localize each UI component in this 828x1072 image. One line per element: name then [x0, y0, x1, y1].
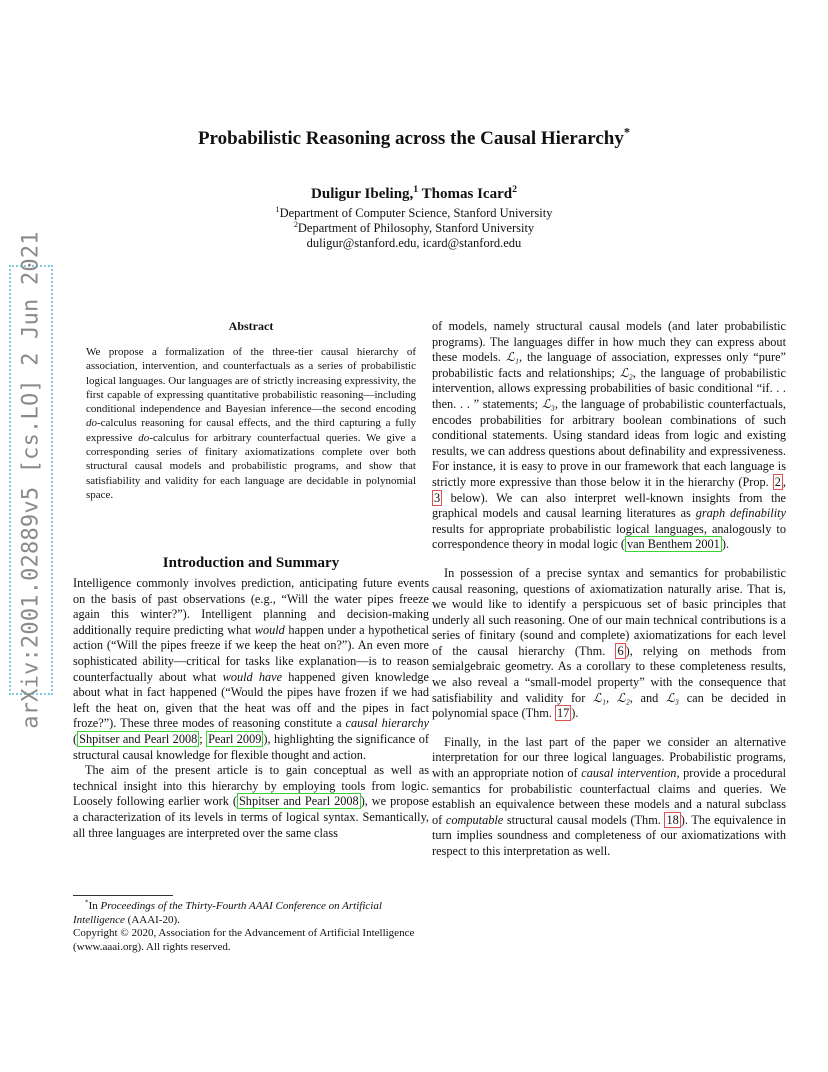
author-line — [0, 186, 828, 203]
abstract-do-1: do — [86, 417, 97, 430]
author-2-affil-mark: 2 — [512, 184, 517, 195]
author-1-affil-mark: 1 — [413, 184, 419, 195]
footnote-rule — [73, 895, 173, 896]
copyright-notice: Copyright © 2020, Association for the Advancement of Artificial Intelligence (www.aaai.org). All rights reserved. — [73, 927, 415, 953]
arxiv-stamp[interactable] — [9, 231, 53, 729]
title-text: Probabilistic Reasoning across the Causal Hierarchy — [197, 128, 624, 149]
citation-link[interactable]: Shpitser and Pearl 2008 — [79, 731, 198, 746]
affiliation-2-text: Department of Philosophy, Stanford University — [297, 221, 535, 235]
abstract-text-3: -calculus for arbitrary counterfactual queries. We give a corresponding series of finitary axiomatizations complete over both structural causal models and probabilistic programs, and show that satisfiability and validity for each language are decidable in polynomial space. — [86, 431, 416, 501]
author-1: Duligur Ibeling, — [311, 186, 414, 202]
affiliation-1 — [0, 206, 828, 221]
prop-ref-link[interactable]: 3 — [434, 490, 441, 505]
citation-link[interactable]: Shpitser and Pearl 2008 — [238, 794, 359, 809]
abstract-text-2: -calculus reasoning for causal effects, and the third capturing a fully expressive — [86, 417, 416, 444]
footnote: *In Proceedings of the Thirty-Fourth AAAI Conference on Artificial Intelligence (AAAI-20). Copyright © 2020, Association for the Advancement of Artificial Intelligence (www.aaai.org). All rights reserved. — [73, 900, 429, 954]
abstract-heading: Abstract — [228, 319, 274, 333]
author-2: Thomas Icard — [421, 186, 513, 202]
author-emails: duligur@stanford.edu, icard@stanford.edu — [306, 236, 522, 250]
thm-ref-link[interactable]: 17 — [556, 706, 570, 721]
title-footnote-mark: * — [623, 125, 631, 140]
affiliation-1-text: Department of Computer Science, Stanford University — [279, 206, 553, 220]
intro-paragraph-1: Intelligence commonly involves prediction, anticipating future events on the basis of past observations (e.g., “Will the water pipes freeze again this winter?”). Intelligent planning and decision-making additionally require predicting what would happen under a hypothetical action (“Will the pipes freeze if we keep the heat on?”). An even more sophisticated ability—critical for tasks like explanation—is to reason counterfactually about what would have happened given knowledge about what in fact happened (“Would the pipes have frozen if we had left the heat on, given that the heat was off and the pipes in fact froze?”). These three modes of reasoning constitute a causal hierarchy ( Shpitser and Pearl 2008 ; Pearl 2009 ), highlighting the significance of structural causal knowledge for flexible thought and action. — [73, 576, 430, 762]
affiliation-1-mark: 1 — [275, 204, 280, 214]
prop-ref-link[interactable]: 2 — [774, 474, 781, 489]
abstract-text-1: We propose a formalization of the three-tier causal hierarchy of association, intervention, and counterfactuals as a series of probabilistic logical languages. Our languages are of strictly increasing expressivity, the first capable of expressing quantitative probabilistic reasoning—including conditional independence and Bayesian inference—the second encoding — [86, 346, 416, 416]
paper-title — [0, 125, 828, 150]
citation-link[interactable]: van Benthem 2001 — [626, 537, 720, 552]
thm-ref-link[interactable]: 18 — [666, 812, 679, 827]
thm-ref-link[interactable]: 6 — [617, 643, 624, 658]
left-column-body — [73, 576, 429, 841]
right-paragraph-1: of models, namely structural causal models (and later probabilistic programs). The languages differ in how much they can express about these models. ℒ₁, the language of association, expresses only “pure” probabilistic facts and relationships; ℒ₂, the language of probabilistic intervention, allows expressing probabilities of basic conditional “if. . . then. . . ” statements; ℒ₃, the language of probabilistic counterfactuals, encodes probabilities for arbitrary boolean combinations of such conditional statements. Using standard ideas from logic and existing results, we can address questions about definability and expressiveness. For instance, it is easy to prove in our framework that each language is strictly more expressive than those below it in the hierarchy (Prop. 2 , 3 below). We can also interpret well-known insights from the graphical models and causal learning literatures as graph definability results for appropriate probabilistic logical languages, analogously to correspondence theory in modal logic ( van Benthem 2001 ). — [432, 319, 787, 552]
right-column-body — [432, 319, 786, 860]
citation-link[interactable]: Pearl 2009 — [208, 731, 262, 746]
footnote-mark: * — [85, 898, 89, 907]
intro-paragraph-2: The aim of the present article is to gain conceptual as well as technical insight into this hierarchy by employing tools from logic. Loosely following earlier work ( Shpitser and Pearl 2008 ), we propose a characterization of its levels in terms of logical syntax. Semantically, all three languages are interpreted over the same class — [73, 763, 429, 840]
arxiv-identifier: arXiv:2001.02889v5 [cs.LO] 2 Jun 2021 — [18, 231, 44, 729]
section-heading-intro: Introduction and Summary — [162, 555, 340, 571]
abstract-do-2: do — [138, 431, 150, 444]
right-paragraph-2: In possession of a precise syntax and semantics for probabilistic causal reasoning, questions of axiomatization naturally arise. That is, we would like to identify a perspicuous set of basic principles that underly all such reasoning. One of our main technical contributions is a series of finitary (sound and complete) axiomatizations for each level of the causal hierarchy (Thm. 6 ), relying on methods from semialgebraic geometry. As a corollary to these completeness results, we also reveal a “small-model property” with the consequence that satisfiability and validity for ℒ₁, ℒ₂, and ℒ₃ can be decided in polynomial space (Thm. 17 ). — [432, 565, 786, 721]
affiliation-2 — [0, 221, 828, 236]
abstract-body — [86, 345, 416, 502]
affiliation-2-mark: 2 — [293, 219, 298, 229]
right-paragraph-3: Finally, in the last part of the paper we consider an alternative interpretation for our three logical languages. Probabilistic programs, with an appropriate notion of causal intervention, provide a procedural semantics for probabilistic counterfactual claims and queries. We establish an equivalence between these models and a natural subclass of computable structural causal models (Thm. 18 ). The equivalence in turn implies soundness and completeness of our axiomatizations with respect to this interpretation as well. — [432, 734, 786, 858]
